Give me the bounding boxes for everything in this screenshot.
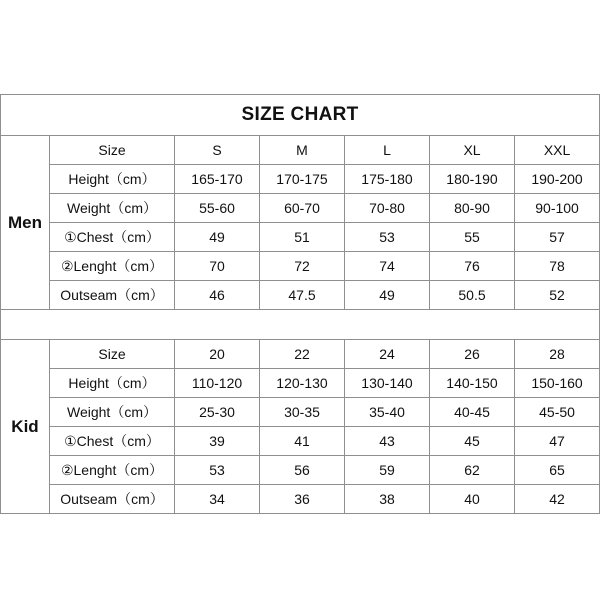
table-cell: 74: [345, 252, 430, 281]
table-cell: 130-140: [345, 369, 430, 398]
table-cell: 150-160: [515, 369, 600, 398]
table-cell: 90-100: [515, 194, 600, 223]
table-row: [1, 194, 600, 223]
table-cell: 30-35: [260, 398, 345, 427]
table-cell: 51: [260, 223, 345, 252]
table-cell: 170-175: [260, 165, 345, 194]
table-cell: 47.5: [260, 281, 345, 310]
table-cell: 25-30: [175, 398, 260, 427]
table-cell: 62: [430, 456, 515, 485]
row-label: Size: [50, 136, 175, 165]
table-row: [1, 485, 600, 514]
row-label: ②Lenght（cm）: [50, 252, 175, 281]
table-cell: 65: [515, 456, 600, 485]
table-row: [1, 456, 600, 485]
spacer-row: [1, 310, 600, 340]
table-cell: 78: [515, 252, 600, 281]
table-cell: 45-50: [515, 398, 600, 427]
table-cell: 20: [175, 340, 260, 369]
table-cell: 110-120: [175, 369, 260, 398]
table-cell: 46: [175, 281, 260, 310]
table-cell: 72: [260, 252, 345, 281]
table-cell: 43: [345, 427, 430, 456]
row-label: ①Chest（cm）: [50, 223, 175, 252]
row-label: Weight（cm）: [50, 398, 175, 427]
table-cell: 56: [260, 456, 345, 485]
table-cell: 180-190: [430, 165, 515, 194]
table-cell: 76: [430, 252, 515, 281]
table-row: [1, 340, 600, 369]
table-cell: 52: [515, 281, 600, 310]
table-cell: 24: [345, 340, 430, 369]
table-cell: 59: [345, 456, 430, 485]
table-cell: S: [175, 136, 260, 165]
row-label: Height（cm）: [50, 369, 175, 398]
table-row: [1, 281, 600, 310]
chart-title: SIZE CHART: [1, 95, 600, 136]
table-cell: 41: [260, 427, 345, 456]
table-cell: 35-40: [345, 398, 430, 427]
table-cell: 53: [345, 223, 430, 252]
table-cell: 49: [345, 281, 430, 310]
table-cell: 70-80: [345, 194, 430, 223]
table-cell: 22: [260, 340, 345, 369]
row-label: Weight（cm）: [50, 194, 175, 223]
table-row: [1, 427, 600, 456]
table-cell: 49: [175, 223, 260, 252]
table-cell: 120-130: [260, 369, 345, 398]
table-cell: 50.5: [430, 281, 515, 310]
table-cell: 60-70: [260, 194, 345, 223]
table-row: [1, 165, 600, 194]
row-label: Size: [50, 340, 175, 369]
table-cell: 40-45: [430, 398, 515, 427]
table-cell: 80-90: [430, 194, 515, 223]
row-label: ②Lenght（cm）: [50, 456, 175, 485]
table-cell: 36: [260, 485, 345, 514]
table-cell: 42: [515, 485, 600, 514]
table-cell: 34: [175, 485, 260, 514]
table-cell: 165-170: [175, 165, 260, 194]
title-row: [1, 95, 600, 136]
table-cell: 39: [175, 427, 260, 456]
table-cell: 190-200: [515, 165, 600, 194]
size-chart-table: [0, 94, 600, 514]
table-row: [1, 136, 600, 165]
size-chart: [0, 94, 600, 514]
table-cell: 70: [175, 252, 260, 281]
table-cell: 57: [515, 223, 600, 252]
table-cell: M: [260, 136, 345, 165]
table-cell: XL: [430, 136, 515, 165]
table-cell: 175-180: [345, 165, 430, 194]
table-cell: 47: [515, 427, 600, 456]
table-cell: 38: [345, 485, 430, 514]
kid-group-label: Kid: [1, 340, 50, 514]
table-cell: 55: [430, 223, 515, 252]
row-label: Height（cm）: [50, 165, 175, 194]
table-cell: XXL: [515, 136, 600, 165]
table-cell: 53: [175, 456, 260, 485]
table-cell: 140-150: [430, 369, 515, 398]
table-row: [1, 369, 600, 398]
row-label: Outseam（cm）: [50, 281, 175, 310]
table-row: [1, 252, 600, 281]
table-cell: 55-60: [175, 194, 260, 223]
table-cell: 40: [430, 485, 515, 514]
spacer-cell: [1, 310, 600, 340]
table-cell: 45: [430, 427, 515, 456]
table-row: [1, 398, 600, 427]
table-cell: 28: [515, 340, 600, 369]
table-cell: 26: [430, 340, 515, 369]
row-label: ①Chest（cm）: [50, 427, 175, 456]
table-row: [1, 223, 600, 252]
table-cell: L: [345, 136, 430, 165]
row-label: Outseam（cm）: [50, 485, 175, 514]
men-group-label: Men: [1, 136, 50, 310]
